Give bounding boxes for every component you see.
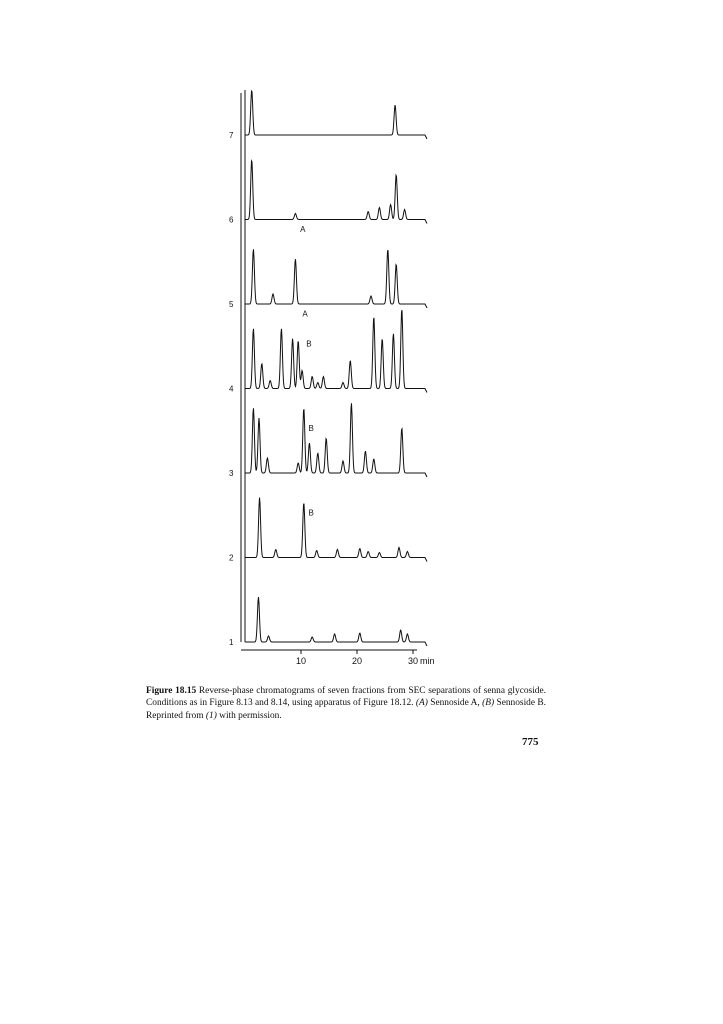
page-number: 775 bbox=[522, 736, 539, 748]
peak-label-a-trace-5: A bbox=[300, 225, 306, 234]
figure-number: Figure 18.15 bbox=[146, 686, 197, 696]
chromatogram-trace-7 bbox=[245, 91, 427, 139]
trace-label-4: 4 bbox=[229, 384, 234, 394]
label-a: (A) bbox=[415, 698, 428, 709]
peak-label-b-trace-4: B bbox=[306, 339, 312, 349]
trace-label-2: 2 bbox=[229, 553, 234, 563]
chromatogram-trace-2 bbox=[245, 498, 427, 562]
caption-text-a: Sennoside A, bbox=[430, 698, 480, 709]
chromatogram-trace-5 bbox=[245, 249, 427, 308]
trace-label-3: 3 bbox=[229, 469, 234, 478]
peak-label-a-trace-4: A bbox=[302, 309, 308, 319]
trace-label-6: 6 bbox=[229, 215, 234, 225]
reference-marker: (1) bbox=[205, 710, 217, 721]
trace-label-5: 5 bbox=[229, 300, 234, 309]
caption-text-end: with permission. bbox=[219, 710, 282, 721]
chromatogram-trace-4 bbox=[245, 310, 427, 392]
caption-line-2: senna glycoside. Conditions as in Figure 8.13 and 8.14, using apparatus of Figure 18.12. bbox=[146, 686, 547, 709]
x-tick-label-30: 30 bbox=[408, 656, 419, 666]
chromatogram-trace-1 bbox=[245, 597, 427, 646]
peak-label-b-trace-2: B bbox=[308, 508, 314, 518]
chromatogram-trace-6 bbox=[245, 161, 427, 224]
trace-label-7: 7 bbox=[229, 131, 234, 140]
caption-line-1: Reverse-phase chromatograms of seven fractions from SEC separations of bbox=[198, 686, 481, 696]
peak-label-b-trace-3: B bbox=[308, 424, 314, 433]
caption-text-b: Sennoside B. Reprinted from bbox=[146, 698, 546, 721]
figure-caption bbox=[146, 685, 546, 722]
chromatogram-trace-3 bbox=[245, 403, 427, 477]
x-tick-label-10: 10 bbox=[296, 656, 307, 666]
x-tick-label-20: 20 bbox=[352, 656, 363, 666]
label-b: (B) bbox=[482, 698, 495, 709]
trace-label-1: 1 bbox=[229, 638, 234, 647]
chromatogram-plot bbox=[225, 85, 440, 675]
chromatogram-figure bbox=[225, 85, 440, 675]
x-axis-unit: min bbox=[420, 656, 435, 666]
